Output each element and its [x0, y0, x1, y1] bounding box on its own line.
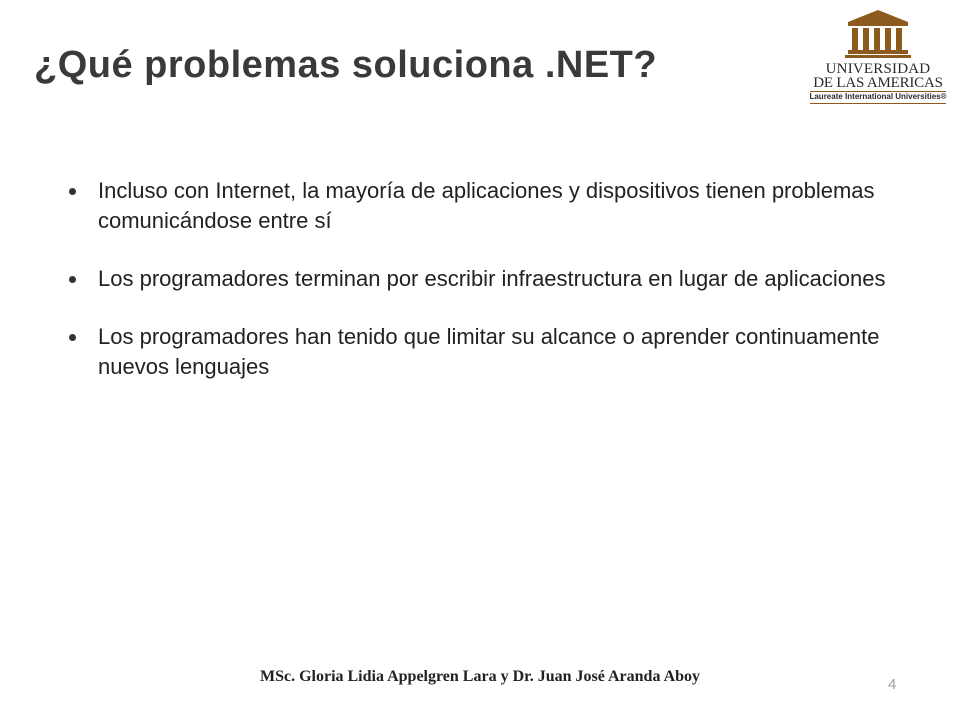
bullet-item	[66, 264, 926, 294]
bullet-text: Los programadores han tenido que limitar su alcance o aprender continuamente nuevos lenguajes	[98, 324, 880, 379]
logo-rule-bottom	[810, 103, 946, 104]
bullet-dot-icon	[69, 334, 76, 341]
slide-footer-authors: MSc. Gloria Lidia Appelgren Lara y Dr. Juan José Aranda Aboy	[259, 668, 701, 685]
bullet-text: Los programadores terminan por escribir infraestructura en lugar de aplicaciones	[98, 266, 886, 291]
university-building-icon	[808, 8, 948, 60]
university-logo	[808, 8, 948, 100]
bullet-dot-icon	[69, 276, 76, 283]
bullet-item	[66, 176, 926, 236]
bullet-item	[66, 322, 926, 382]
bullet-dot-icon	[69, 188, 76, 195]
logo-text-line1: UNIVERSIDAD	[825, 61, 931, 77]
logo-tagline: Laureate International Universities®	[809, 92, 947, 101]
slide-title: ¿Qué problemas soluciona .NET?	[34, 44, 658, 86]
logo-text-line2: DE LAS AMERICAS	[813, 75, 943, 91]
bullet-list	[66, 176, 926, 410]
bullet-text: Incluso con Internet, la mayoría de aplicaciones y dispositivos tienen problemas comunicándose entre sí	[98, 178, 875, 233]
slide-page-number: 4	[888, 676, 897, 693]
